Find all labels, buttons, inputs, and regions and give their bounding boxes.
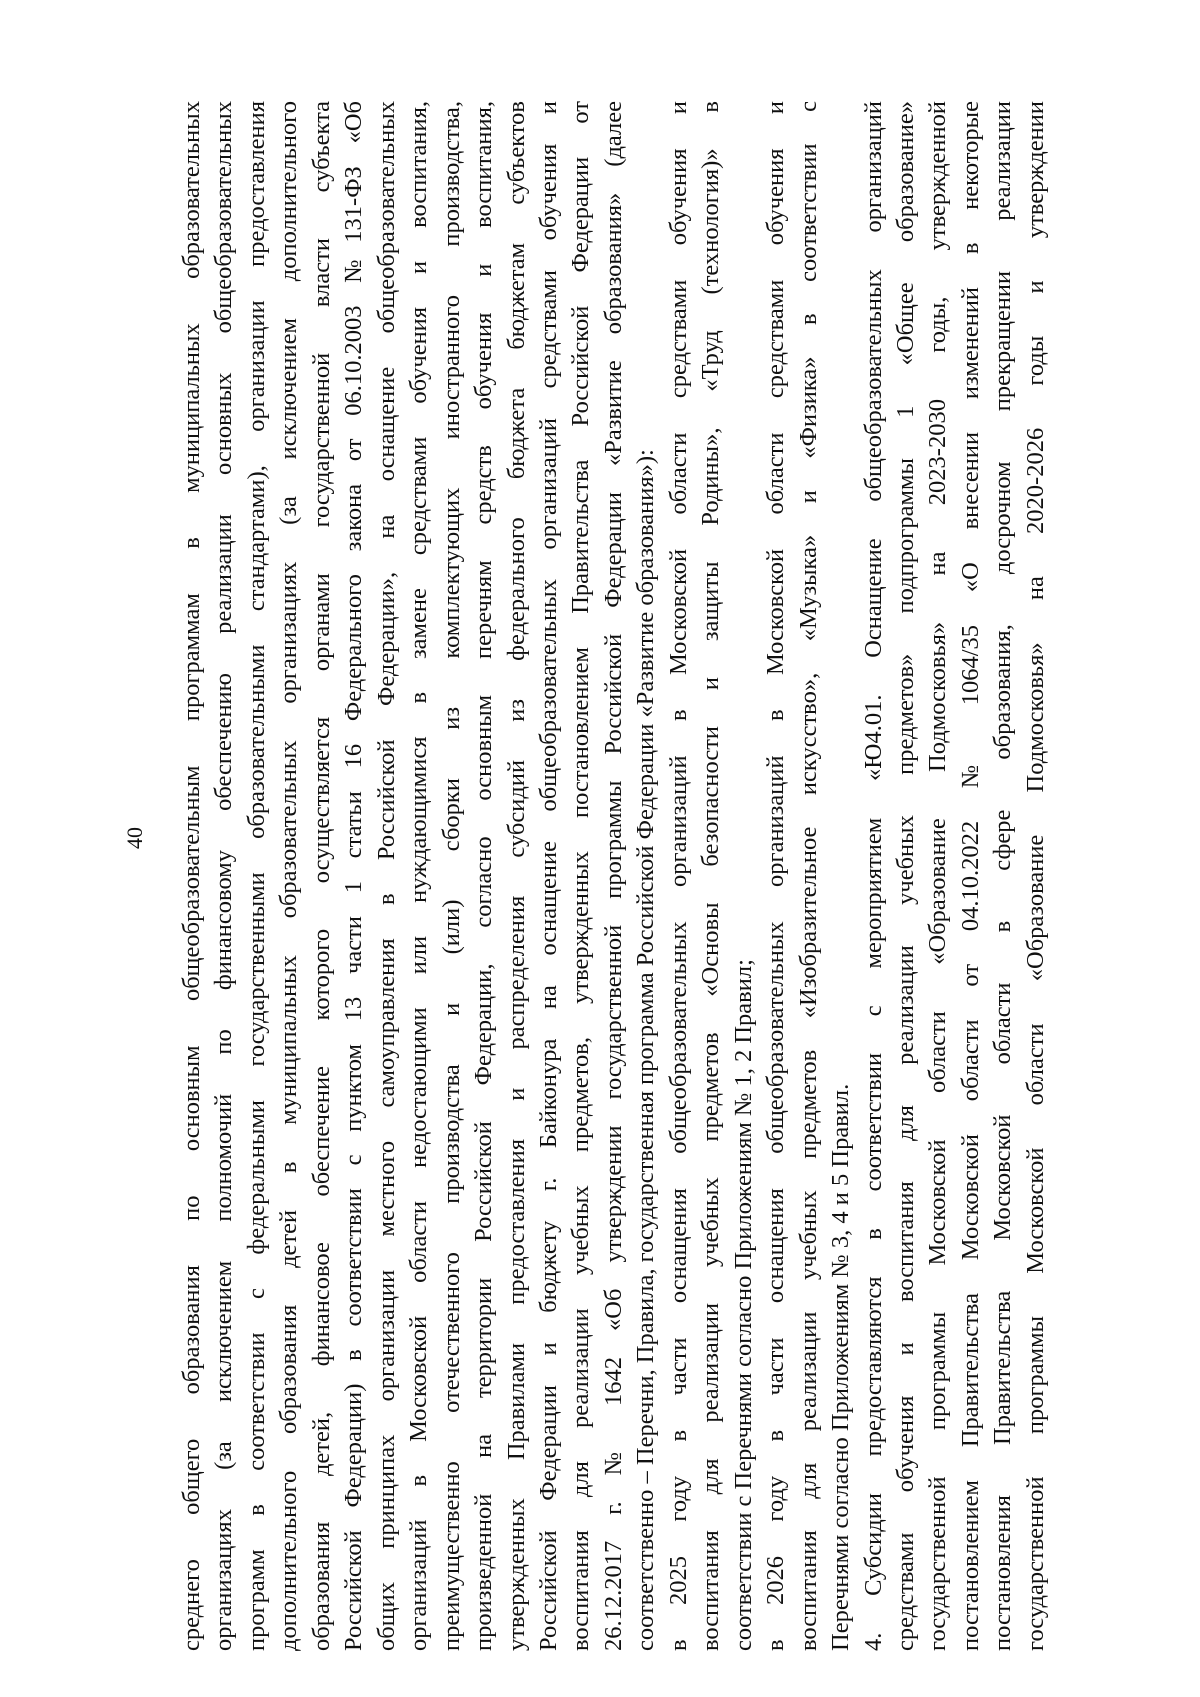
text-line: образования детей, финансовое обеспечение которого осуществляется органами государственной власти субъекта [307,101,335,1651]
body-text [176,101,1052,1651]
text-line: постановлением Правительства Московской области от 04.10.2022 № 1064/35 «О внесении изменений в некоторые [956,101,984,1651]
text-line: воспитания для реализации учебных предметов «Основы безопасности и защиты Родины», «Труд (технология)» в [697,101,725,1651]
text-line: дополнительного образования детей в муниципальных образовательных организациях (за исключением дополнительного [275,101,303,1651]
text-line: организациях (за исключением полномочий по финансовому обеспечению реализации основных общеобразовательных [210,101,238,1651]
text-line: организаций в Московской области недостающими или нуждающимися в замене средствами обучения и воспитания, [405,101,433,1651]
text-line: средствами обучения и воспитания для реализации учебных предметов» подпрограммы 1 «Общее образование» [891,101,919,1651]
text-line: общих принципах организации местного самоуправления в Российской Федерации», на оснащение общеобразовательных [372,101,400,1651]
text-line: преимущественно отечественного производства и (или) сборки из комплектующих иностранного производства, [437,101,465,1651]
text-line: Перечнями согласно Приложениям № 3, 4 и 5 Правил. [827,1083,855,1651]
text-line: государственной программы Московской области «Образование Подмосковья» на 2020-2026 годы и утверждении [1021,101,1049,1651]
text-line: в 2026 году в части оснащения общеобразовательных организаций в Московской области средствами обучения и [762,101,790,1651]
text-line: в 2025 году в части оснащения общеобразовательных организаций в Московской области средствами обучения и [664,101,692,1651]
text-line: воспитания для реализации учебных предметов «Изобразительное искусство», «Музыка» и «Физика» в соответствии с [794,101,822,1651]
text-line: соответственно – Перечни, Правила, государственная программа Российской Федерации «Развитие образования»): [632,449,660,1651]
text-line: программ в соответствии с федеральными государственными образовательными стандартами), организации предоставления [242,101,270,1651]
text-line: среднего общего образования по основным общеобразовательным программам в муниципальных образовательных [178,101,205,1651]
text-line: постановления Правительства Московской области в сфере образования, досрочном прекращении реализации [989,101,1017,1651]
text-line: соответствии с Перечнями согласно Приложениям № 1, 2 Правил; [729,959,757,1651]
text-line: воспитания для реализации учебных предметов, утвержденных постановлением Правительства Российской Федерации от [567,101,595,1651]
text-line: утвержденных Правилами предоставления и распределения субсидий из федерального бюджета бюджетам субъектов [502,101,530,1651]
text-line: 4. Субсидии предоставляются в соответствии с мероприятием «Ю4.01. Оснащение общеобразовательных организаций [859,101,887,1651]
text-line: Российской Федерации) в соответствии с пунктом 13 части 1 статьи 16 Федерального закона от 06.10.2003 №131-ФЗ «Об [340,101,368,1651]
text-line: произведенной на территории Российской Федерации, согласно основным перечням средств обучения и воспитания, [470,101,498,1651]
text-line: государственной программы Московской области «Образование Подмосковья» на 2023-2030 годы, утвержденной [924,101,952,1651]
page-number: 40 [122,827,147,849]
text-line: Российской Федерации и бюджету г. Байконура на оснащение общеобразовательных организаций средствами обучения и [534,101,562,1651]
text-line: 26.12.2017 г. № 1642 «Об утверждении государственной программы Российской Федерации «Развитие образования» (далее [599,101,627,1651]
